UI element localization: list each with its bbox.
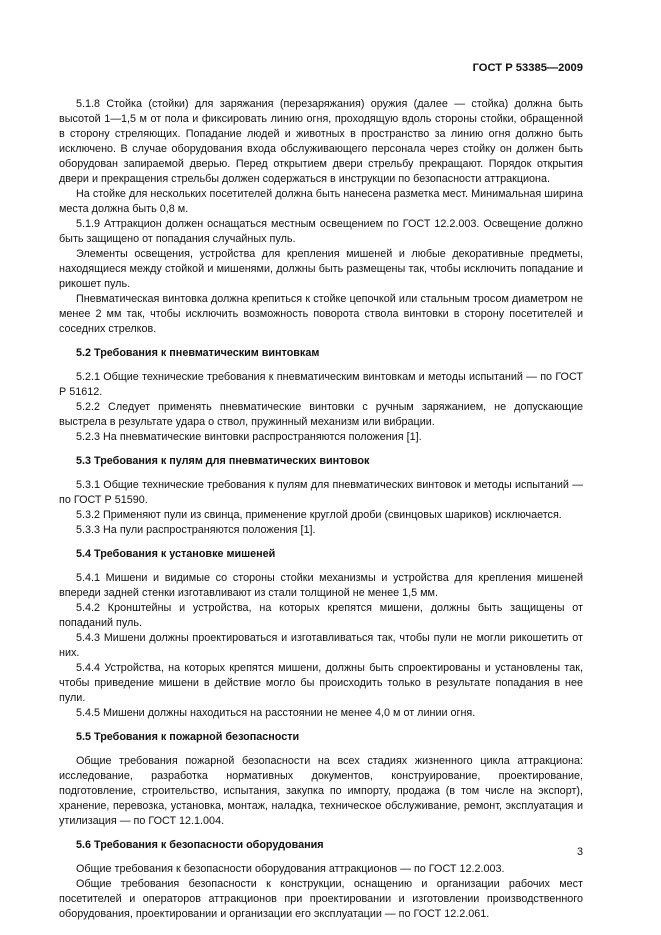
document-body xyxy=(59,97,583,922)
paragraph-5-2-1: 5.2.1 Общие технические требования к пневматическим винтовкам и методы испытаний — по ГОСТ Р 51612. xyxy=(59,371,583,398)
paragraph-5-1-8: 5.1.8 Стойка (стойки) для заряжания (перезаряжания) оружия (далее — стойка) должна быть высотой 1—1,5 м от пола и фиксировать линию огня, проходящую вдоль стороны стойки, обращенной в сторону стреляющих. Попадание людей и животных в пространство за линию огня должно быть исключено. В случае оборудования входа обслуживающего персонала через стойку он должен быть оборудован запираемой дверью. Перед открытием двери стрельбу прекращают. Порядок открытия двери и прекращения стрельбы должен содержаться в инструкции по безопасности аттракциона. xyxy=(59,98,583,185)
paragraph-5-1-9-lighting: Элементы освещения, устройства для крепления мишеней и любые декоративные предметы, находящиеся между стойкой и мишенями, должны быть размещены так, чтобы исключить попадание и рикошет пуль. xyxy=(59,248,583,290)
paragraph-5-5: Общие требования пожарной безопасности на всех стадиях жизненного цикла аттракциона: исследование, разработка нормативных документов, конструирование, проектирование, подготовление, строительство, испытания, закупка по импорту, продажа (в том числе на экспорт), хранение, перевозка, установка, монтаж, наладка, техническое обслуживание, ремонт, эксплуатация и утилизация — по ГОСТ 12.1.004. xyxy=(59,755,583,827)
section-heading-5-3: 5.3 Требования к пулям для пневматических винтовок xyxy=(76,455,370,467)
paragraph-5-4-1: 5.4.1 Мишени и видимые со стороны стойки механизмы и устройства для крепления мишеней впереди задней стенки изготавливают из стали толщиной не менее 1,5 мм. xyxy=(59,572,583,599)
paragraph-5-3-3: 5.3.3 На пули распространяются положения [1]. xyxy=(76,524,316,536)
section-heading-5-6: 5.6 Требования к безопасности оборудования xyxy=(76,839,324,851)
paragraph-5-1-8-markup: На стойке для нескольких посетителей должна быть нанесена разметка мест. Минимальная ширина места должна быть 0,8 м. xyxy=(59,188,583,215)
paragraph-5-1-9: 5.1.9 Аттракцион должен оснащаться местным освещением по ГОСТ 12.2.003. Освещение должно быть защищено от попадания случайных пуль. xyxy=(59,218,583,245)
paragraph-5-2-3: 5.2.3 На пневматические винтовки распространяются положения [1]. xyxy=(76,431,422,443)
paragraph-5-6-workplaces: Общие требования безопасности к конструкции, оснащению и организации рабочих мест посетителей и операторов аттракционов при проектировании и изготовлении производственного оборудования, проектировании и организации его эксплуатации — по ГОСТ 12.2.061. xyxy=(59,878,583,920)
paragraph-5-3-2: 5.3.2 Применяют пули из свинца, применение круглой дроби (свинцовых шариков) исключается. xyxy=(76,509,562,521)
section-heading-5-5: 5.5 Требования к пожарной безопасности xyxy=(76,731,300,743)
document-id: ГОСТ Р 53385—2009 xyxy=(472,62,583,74)
paragraph-5-4-4: 5.4.4 Устройства, на которых крепятся мишени, должны быть спроектированы и установлены так, чтобы приведение мишени в действие могло бы происходить только в результате попадания в нее пули. xyxy=(59,662,583,704)
page-number: 3 xyxy=(576,846,583,858)
section-heading-5-4: 5.4 Требования к установке мишеней xyxy=(76,548,276,560)
paragraph-5-4-5: 5.4.5 Мишени должны находиться на расстоянии не менее 4,0 м от линии огня. xyxy=(76,707,476,719)
paragraph-5-2-2: 5.2.2 Следует применять пневматические винтовки с ручным заряжанием, не допускающие выстрела в результате удара о ствол, пружинный механизм или вибрации. xyxy=(59,401,583,428)
paragraph-5-4-3: 5.4.3 Мишени должны проектироваться и изготавливаться так, чтобы пули не могли рикошетить от них. xyxy=(59,632,583,659)
paragraph-5-1-9-rifle-mount: Пневматическая винтовка должна крепиться к стойке цепочкой или стальным тросом диаметром не менее 2 мм так, чтобы исключить возможность поворота ствола винтовки в сторону посетителей и соседних стрелков. xyxy=(59,293,583,335)
paragraph-5-6-general: Общие требования к безопасности оборудования аттракционов — по ГОСТ 12.2.003. xyxy=(76,863,505,875)
section-heading-5-2: 5.2 Требования к пневматическим винтовкам xyxy=(76,347,320,359)
paragraph-5-3-1: 5.3.1 Общие технические требования к пулям для пневматических винтовок и методы испытаний — по ГОСТ Р 51590. xyxy=(59,479,583,506)
paragraph-5-4-2: 5.4.2 Кронштейны и устройства, на которых крепятся мишени, должны быть защищены от попаданий пуль. xyxy=(59,602,583,629)
